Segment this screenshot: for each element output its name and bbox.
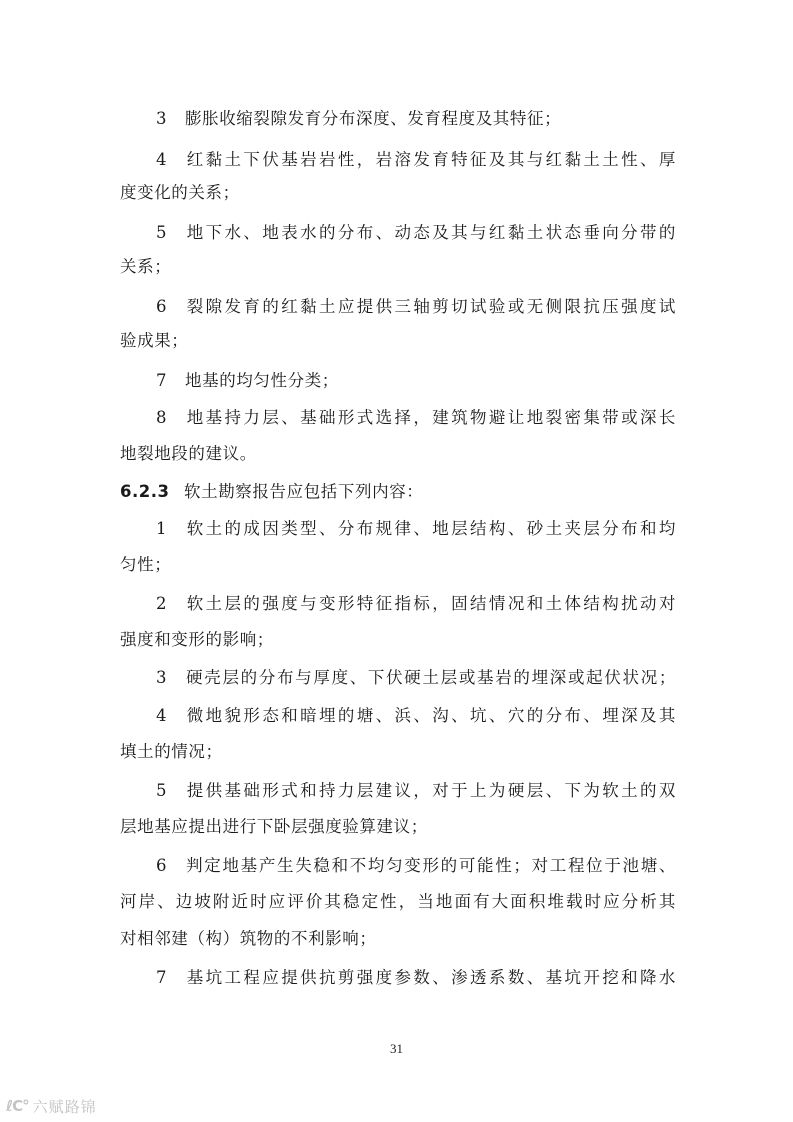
item-text: 膨胀收缩裂隙发育分布深度、发育程度及其特征； — [185, 109, 562, 128]
item-text: 地基持力层、基础形式选择，建筑物避让地裂密集带或深长 — [185, 408, 676, 427]
list-item-5b — [156, 780, 676, 802]
item-number: 4 — [156, 706, 168, 725]
item-text: 微地貌形态和暗埋的塘、浜、沟、坑、穴的分布、埋深及其 — [185, 706, 676, 725]
watermark-text: 六赋路锦 — [32, 1097, 97, 1116]
list-item-4b-cont: 填土的情况； — [120, 742, 223, 761]
item-text: 软土的成因类型、分布规律、地层结构、砂土夹层分布和均 — [185, 519, 676, 538]
section-heading — [120, 481, 676, 503]
list-item-3b — [156, 667, 676, 689]
list-item-3 — [156, 108, 676, 130]
item-number: 6 — [156, 297, 168, 316]
item-number: 6 — [156, 856, 168, 875]
list-item-5b-cont: 层地基应提出进行下卧层强度验算建议； — [120, 817, 428, 836]
section-number: 6.2.3 — [120, 482, 170, 501]
item-text: 红黏土下伏基岩岩性，岩溶发育特征及其与红黏土土性、厚 — [185, 150, 676, 169]
list-item-6b-cont-2: 对相邻建（构）筑物的不利影响； — [120, 929, 377, 948]
item-number: 5 — [156, 223, 168, 242]
list-item-5 — [156, 222, 676, 244]
item-number: 7 — [156, 371, 168, 390]
item-number: 5 — [156, 781, 168, 800]
item-text: 基坑工程应提供抗剪强度参数、渗透系数、基坑开挖和降水 — [185, 968, 676, 987]
list-item-1 — [156, 518, 676, 540]
list-item-8-cont: 地裂地段的建议。 — [120, 444, 257, 463]
list-item-8 — [156, 407, 676, 429]
list-item-7b — [156, 967, 676, 989]
list-item-5-cont: 关系； — [120, 257, 172, 276]
item-number: 3 — [156, 668, 168, 687]
list-item-6b — [156, 855, 676, 877]
section-text: 软土勘察报告应包括下列内容： — [184, 482, 424, 501]
item-number: 1 — [156, 519, 168, 538]
item-number: 8 — [156, 408, 168, 427]
page-number: 31 — [390, 1041, 403, 1056]
item-text: 判定地基产生失稳和不均匀变形的可能性；对工程位于池塘、 — [185, 856, 676, 875]
watermark-logo-icon: ℓC° — [6, 1097, 29, 1115]
list-item-4b — [156, 705, 676, 727]
list-item-1-cont: 匀性； — [120, 555, 172, 574]
item-text: 裂隙发育的红黏土应提供三轴剪切试验或无侧限抗压强度试 — [185, 297, 676, 316]
item-text: 软土层的强度与变形特征指标，固结情况和土体结构扰动对 — [185, 594, 676, 613]
item-text: 硬壳层的分布与厚度、下伏硬土层或基岩的埋深或起伏状况； — [185, 668, 676, 687]
list-item-4 — [156, 149, 676, 171]
item-number: 2 — [156, 594, 168, 613]
watermark — [6, 1094, 97, 1118]
list-item-6b-cont-1: 河岸、边坡附近时应评价其稳定性，当地面有大面积堆载时应分析其 — [120, 892, 676, 911]
item-number: 7 — [156, 968, 168, 987]
item-text: 提供基础形式和持力层建议，对于上为硬层、下为软土的双 — [185, 781, 676, 800]
list-item-6 — [156, 296, 676, 318]
item-text: 地基的均匀性分类； — [185, 371, 339, 390]
list-item-6-cont: 验成果； — [120, 331, 189, 350]
list-item-2-cont: 强度和变形的影响； — [120, 630, 274, 649]
list-item-2 — [156, 593, 676, 615]
list-item-7 — [156, 370, 676, 392]
list-item-4-cont: 度变化的关系； — [120, 183, 240, 202]
item-text: 地下水、地表水的分布、动态及其与红黏土状态垂向分带的 — [185, 223, 676, 242]
item-number: 4 — [156, 150, 168, 169]
item-number: 3 — [156, 109, 168, 128]
